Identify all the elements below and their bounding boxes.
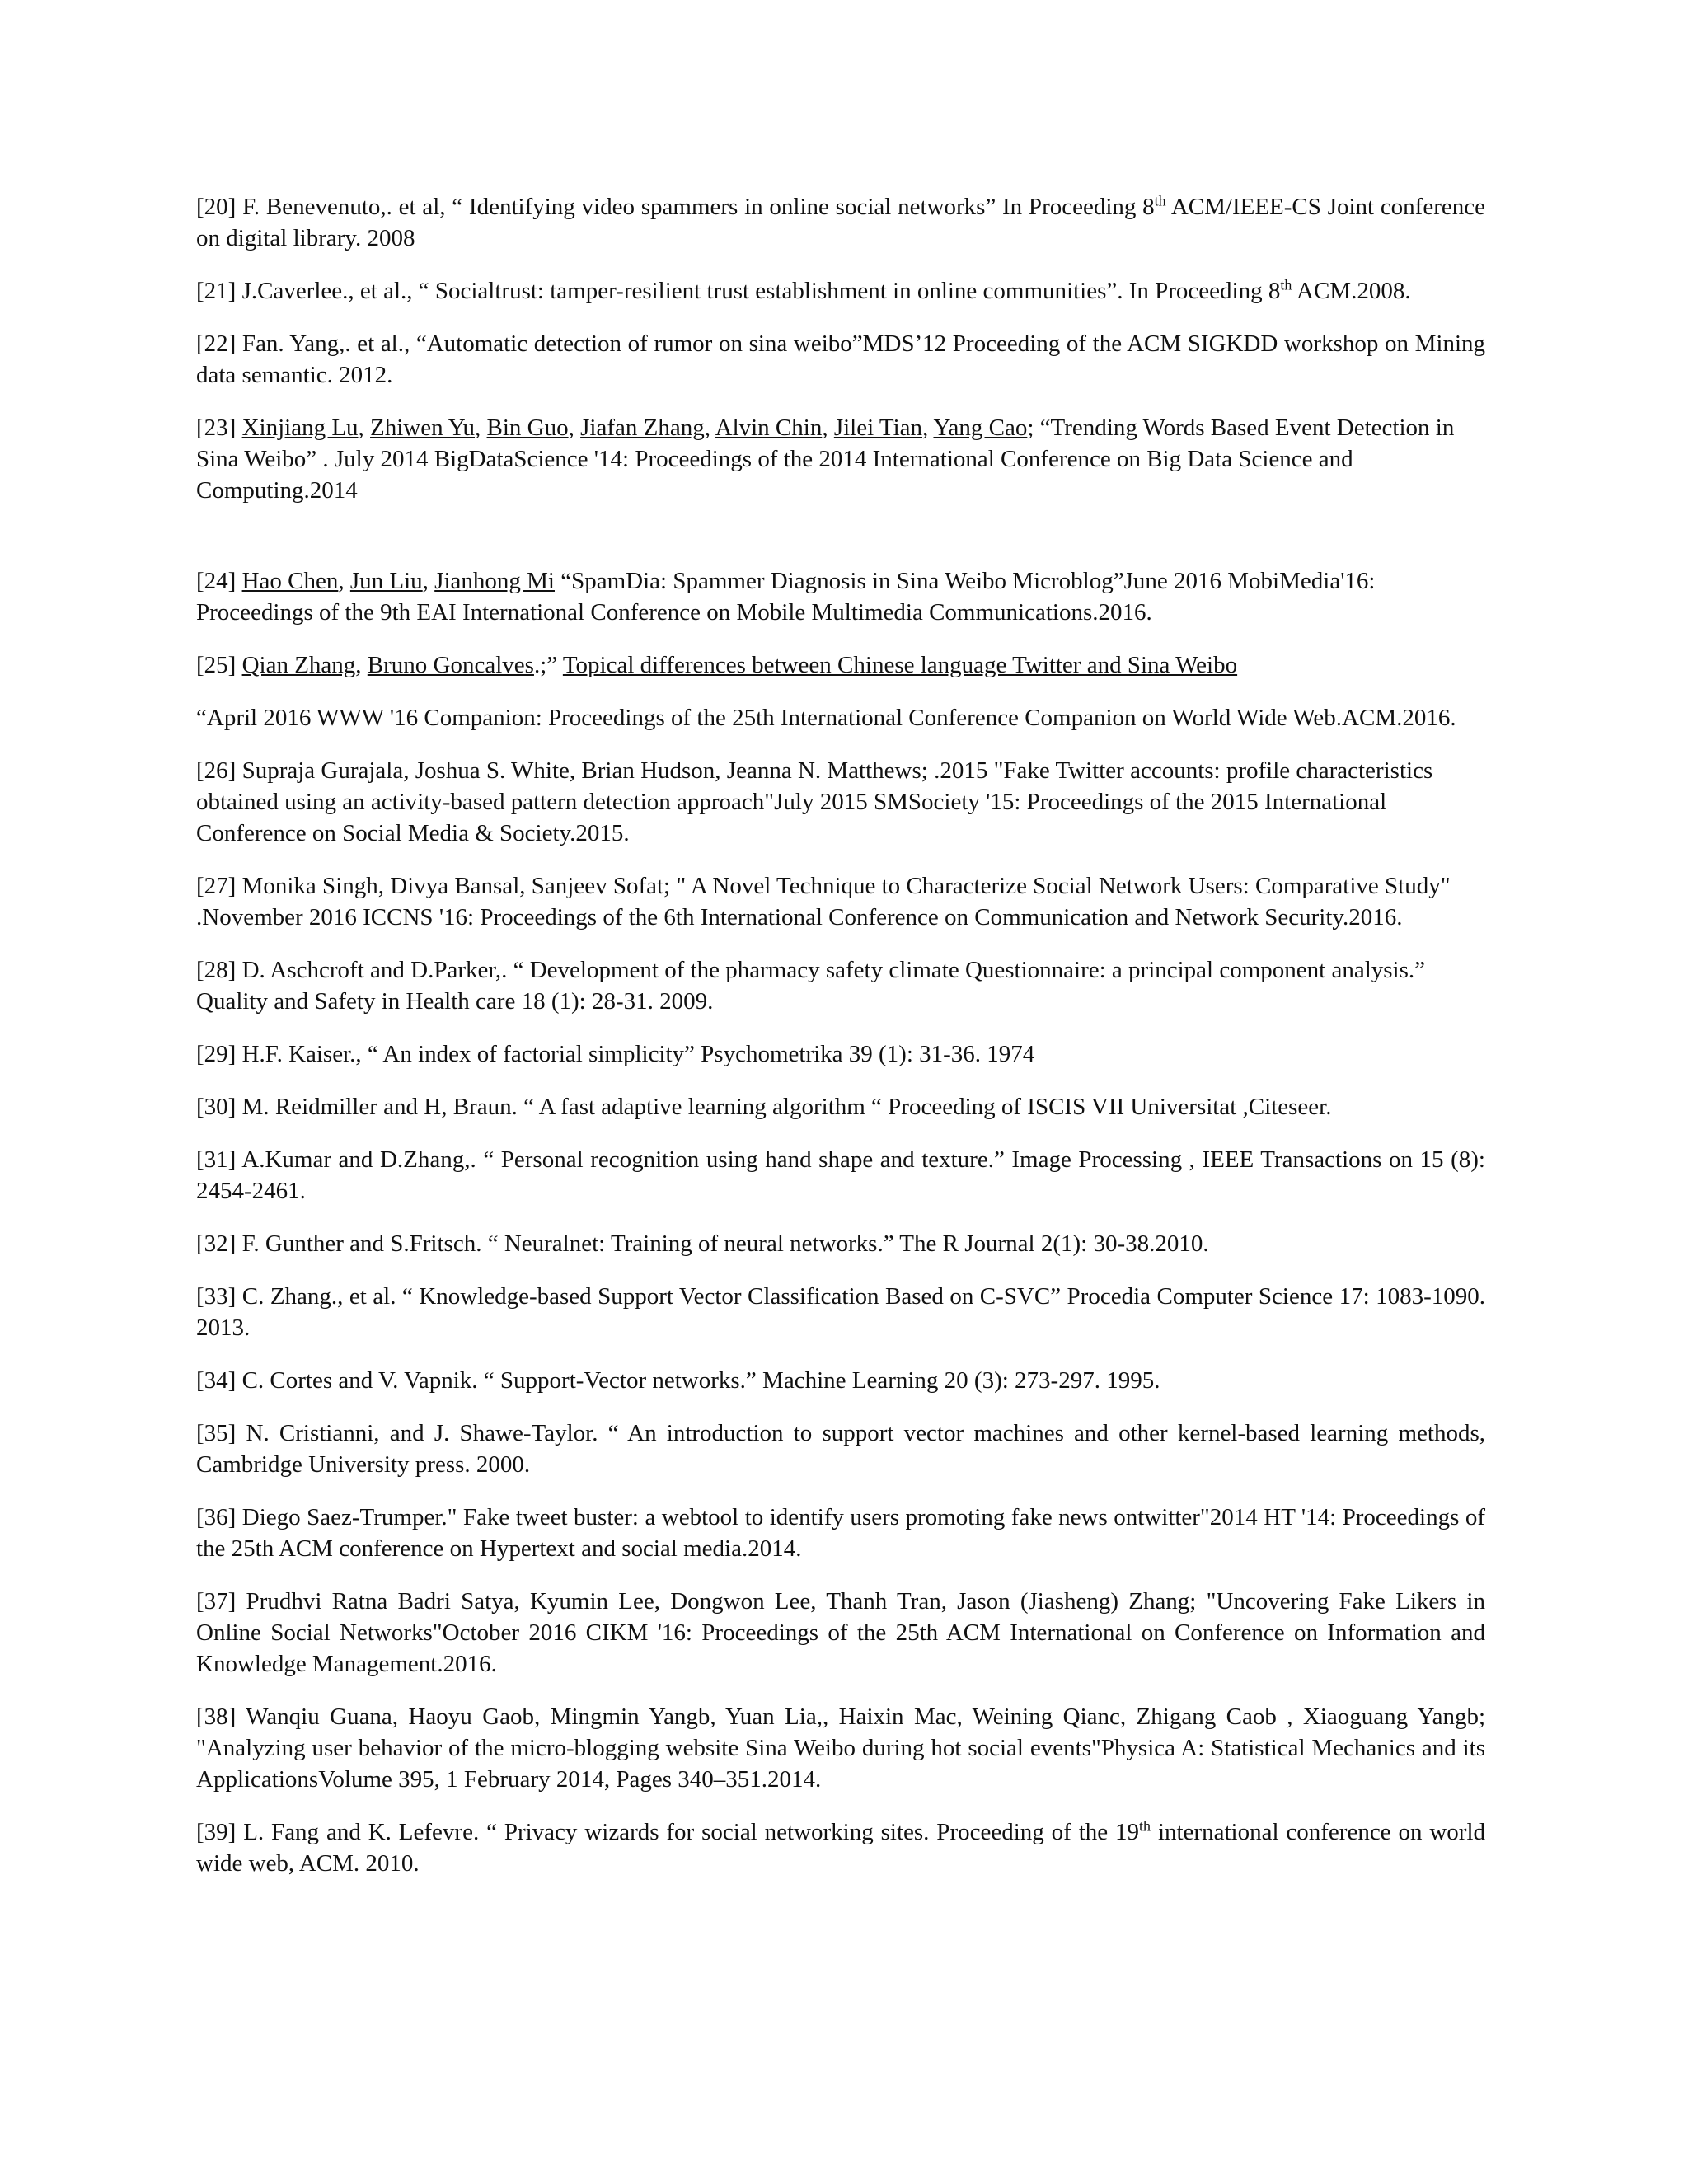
superscript: th [1154, 192, 1166, 209]
author-link-yang-cao[interactable]: Yang Cao [933, 415, 1028, 441]
reference-38 [196, 1701, 1485, 1795]
ref-text: [25] [196, 652, 242, 678]
ref-text: [29] H.F. Kaiser., “ An index of factorial simplicity” Psychometrika 39 (1): 31-36. 1974 [196, 1041, 1035, 1067]
ref-text: , [704, 415, 715, 441]
ref-text: , [358, 415, 371, 441]
reference-22 [196, 328, 1485, 391]
reference-24 [196, 565, 1485, 628]
ref-text: [21] J.Caverlee., et al., “ Socialtrust: tamper-resilient trust establishment in online communities”. In Proceeding 8 [196, 278, 1281, 304]
author-link-bruno-goncalves[interactable]: Bruno Goncalves [367, 652, 534, 678]
author-link-jun-liu[interactable]: Jun Liu [349, 568, 423, 594]
author-link-zhiwen-yu[interactable]: Zhiwen Yu [370, 415, 476, 441]
reference-37 [196, 1586, 1485, 1680]
ref-text: [28] D. Aschcroft and D.Parker,. “ Development of the pharmacy safety climate Questionnaire: a principal component analysis.” Quality and Safety in Health care 18 (1): 28-31. 2009. [196, 957, 1426, 1015]
ref-text: [32] F. Gunther and S.Fritsch. “ Neuralnet: Training of neural networks.” The R Journal 2(1): 30-38.2010. [196, 1230, 1209, 1257]
ref-text: ACM/IEEE-CS Joint conference on digital library. 2008 [196, 194, 1485, 251]
author-link-bin-guo[interactable]: Bin Guo [486, 415, 569, 441]
ref-text: [27] Monika Singh, Divya Bansal, Sanjeev Sofat; " A Novel Technique to Characterize Social Network Users: Comparative Study" .November 2016 ICCNS '16: Proceedings of the 6th International Conference on Communication and Network Security.2016. [196, 873, 1451, 930]
reference-20 [196, 191, 1485, 254]
ref-text: [20] F. Benevenuto,. et al, “ Identifying video spammers in online social networks” In Proceeding 8 [196, 194, 1155, 220]
reference-25 [196, 649, 1485, 681]
reference-35 [196, 1418, 1485, 1480]
ref-text: [37] Prudhvi Ratna Badri Satya, Kyumin Lee, Dongwon Lee, Thanh Tran, Jason (Jiasheng) Zhang; "Uncovering Fake Likers in Online Social Networks"October 2016 CIKM '16: Proceedings of the 25th ACM International on Conference on Information and Knowledge Management.2016. [196, 1588, 1485, 1677]
ref-text: international conference on world wide web, ACM. 2010. [196, 1819, 1485, 1877]
ref-text: ; “Trending Words Based Event Detection in Sina Weibo” . July 2014 BigDataScience '14: Proceedings of the 2014 International Conference on Big Data Science and Computing.2014 [196, 415, 1455, 504]
ref-text: , [922, 415, 934, 441]
ref-text: , [338, 568, 350, 594]
ref-text: , [822, 415, 834, 441]
ref-text: “SpamDia: Spammer Diagnosis in Sina Weibo Microblog”June 2016 MobiMedia'16: Proceedings of the 9th EAI International Conference on Mobile Multimedia Communications.2016. [196, 568, 1376, 626]
reference-23 [196, 412, 1485, 506]
reference-39 [196, 1816, 1485, 1879]
reference-26 [196, 755, 1485, 849]
reference-27 [196, 870, 1485, 933]
superscript: th [1280, 276, 1292, 293]
ref-text: [33] C. Zhang., et al. “ Knowledge-based Support Vector Classification Based on C-SVC” Procedia Computer Science 17: 1083-1090. 2013. [196, 1283, 1485, 1341]
ref-text: , [355, 652, 368, 678]
reference-32 [196, 1228, 1485, 1259]
reference-29 [196, 1038, 1485, 1070]
title-link-topical-differences[interactable]: Topical differences between Chinese language Twitter and Sina Weibo [562, 652, 1238, 678]
author-link-jiafan-zhang[interactable]: Jiafan Zhang [580, 415, 705, 441]
author-link-xinjiang-lu[interactable]: Xinjiang Lu [241, 415, 359, 441]
reference-25-continuation [196, 702, 1485, 733]
ref-text: [34] C. Cortes and V. Vapnik. “ Support-Vector networks.” Machine Learning 20 (3): 273-297. 1995. [196, 1367, 1160, 1394]
ref-text: [23] [196, 415, 242, 441]
ref-text: [35] N. Cristianni, and J. Shawe-Taylor. “ An introduction to support vector machines and other kernel-based learning methods, Cambridge University press. 2000. [196, 1420, 1485, 1478]
ref-text: [30] M. Reidmiller and H, Braun. “ A fast adaptive learning algorithm “ Proceeding of ISCIS VII Universitat ,Citeseer. [196, 1094, 1332, 1120]
ref-text: [26] Supraja Gurajala, Joshua S. White, Brian Hudson, Jeanna N. Matthews; .2015 "Fake Twitter accounts: profile characteristics obtained using an activity-based pattern detection approach"July 2015 SMSociety '15: Proceedings of the 2015 International Conference on Social Media & Society.2015. [196, 757, 1433, 846]
reference-31 [196, 1144, 1485, 1207]
reference-21 [196, 275, 1485, 307]
references-list [196, 191, 1485, 1900]
reference-30 [196, 1091, 1485, 1122]
ref-text: [39] L. Fang and K. Lefevre. “ Privacy wizards for social networking sites. Proceeding of the 19 [196, 1819, 1140, 1845]
ref-text: [24] [196, 568, 242, 594]
ref-text: , [422, 568, 435, 594]
author-link-hao-chen[interactable]: Hao Chen [241, 568, 339, 594]
reference-33 [196, 1281, 1485, 1343]
author-link-qian-zhang[interactable]: Qian Zhang [241, 652, 356, 678]
superscript: th [1139, 1817, 1151, 1835]
ref-text: “April 2016 WWW '16 Companion: Proceedings of the 25th International Conference Companion on World Wide Web.ACM.2016. [196, 705, 1456, 731]
author-link-alvin-chin[interactable]: Alvin Chin [715, 415, 823, 441]
ref-text: [38] Wanqiu Guana, Haoyu Gaob, Mingmin Yangb, Yuan Lia,, Haixin Mac, Weining Qianc, Zhigang Caob , Xiaoguang Yangb; "Analyzing user behavior of the micro-blogging website Sina Weibo during hot social events"Physica A: Statistical Mechanics and its ApplicationsVolume 395, 1 February 2014, Pages 340–351.2014. [196, 1704, 1485, 1793]
ref-text: .;” [533, 652, 563, 678]
ref-text: [22] Fan. Yang,. et al., “Automatic detection of rumor on sina weibo”MDS’12 Proceeding of the ACM SIGKDD workshop on Mining data semantic. 2012. [196, 330, 1485, 388]
ref-text: ACM.2008. [1292, 278, 1411, 304]
reference-34 [196, 1365, 1485, 1396]
ref-text: , [568, 415, 581, 441]
author-link-jilei-tian[interactable]: Jilei Tian [833, 415, 923, 441]
ref-text: [31] A.Kumar and D.Zhang,. “ Personal recognition using hand shape and texture.” Image Processing , IEEE Transactions on 15 (8): 2454-2461. [196, 1146, 1485, 1204]
reference-36 [196, 1502, 1485, 1564]
ref-text: , [475, 415, 487, 441]
reference-28 [196, 954, 1485, 1017]
author-link-jianhong-mi[interactable]: Jianhong Mi [434, 568, 555, 594]
ref-text: [36] Diego Saez-Trumper." Fake tweet buster: a webtool to identify users promoting fake news ontwitter"2014 HT '14: Proceedings of the 25th ACM conference on Hypertext and social media.2014. [196, 1504, 1485, 1562]
